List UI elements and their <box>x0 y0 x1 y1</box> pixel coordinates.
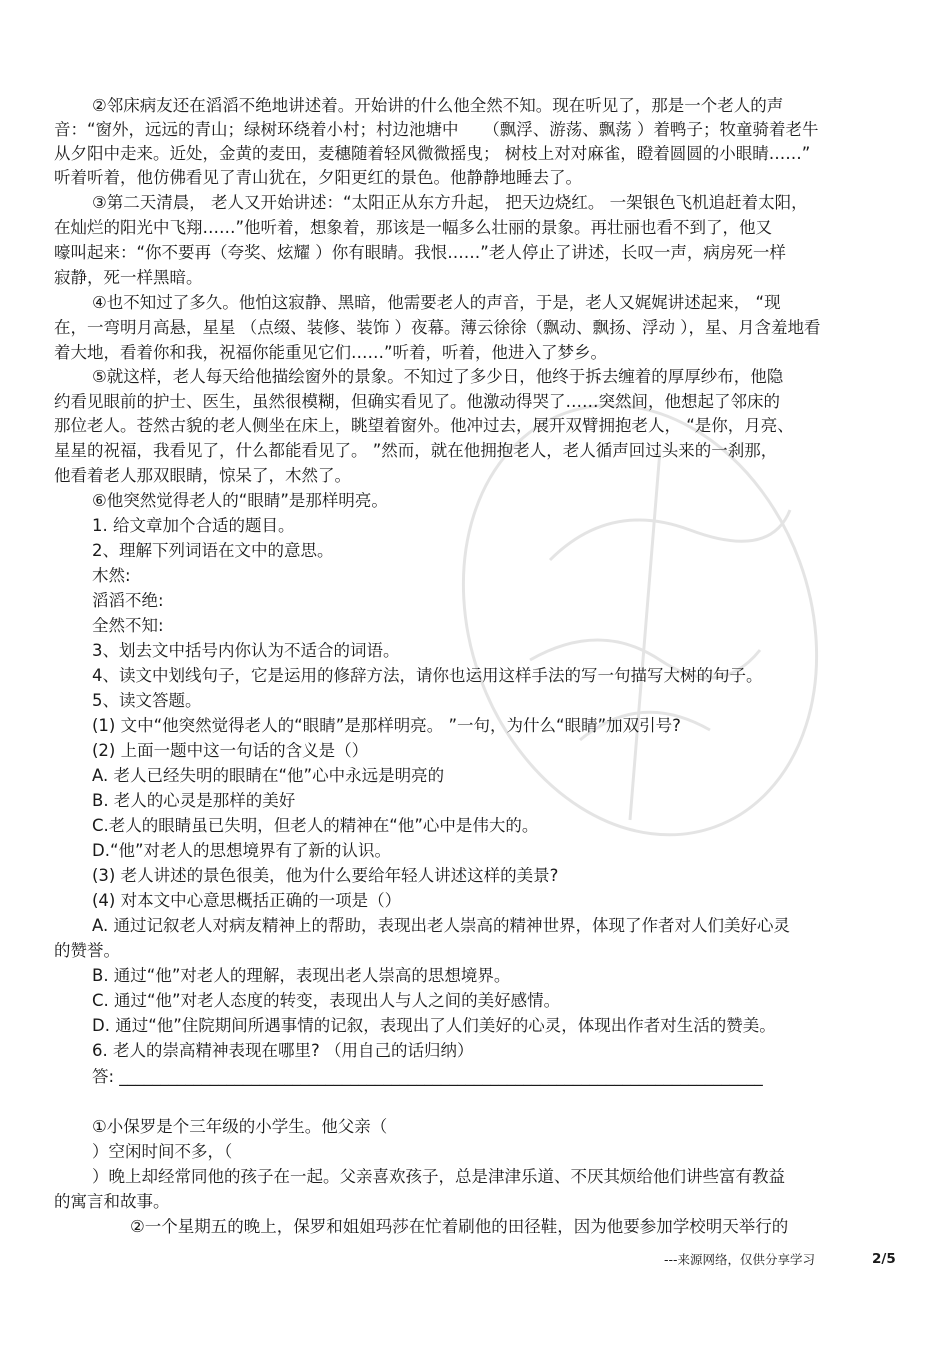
text-line: 的寓言和故事。 <box>54 1192 170 1211</box>
text-line: ）晚上却经常同他的孩子在一起。父亲喜欢孩子，总是津津乐道、不厌其烦给他们讲些富有教益 <box>92 1167 785 1186</box>
text-line: ③第二天清晨， 老人又开始讲述：“太阳正从东方升起， 把天边烧红。 一架银色飞机追赶着太阳， <box>92 193 808 212</box>
text-line: 他看着老人那双眼睛，惊呆了，木然了。 <box>54 466 351 485</box>
question-2: 2、理解下列词语在文中的意思。 <box>92 541 334 560</box>
option: B. 通过“他”对老人的理解，表现出老人崇高的思想境界。 <box>92 966 511 985</box>
option: C. 通过“他”对老人态度的转变，表现出人与人之间的美好感情。 <box>92 991 561 1010</box>
question-5: 5、读文答题。 <box>92 691 202 710</box>
sub-question: (1) 文中“他突然觉得老人的“眼睛”是那样明亮。 ”一句，为什么“眼睛”加双引号? <box>92 716 681 735</box>
text-line: 在，一弯明月高悬，星星 （点缀、装修、装饰 ）夜幕。薄云徐徐（飘动、飘扬、浮动 ），星、月含羞地看 <box>54 318 821 337</box>
text-line: 着大地，看着你和我，祝福你能重见它们……”听着，听着，他进入了梦乡。 <box>54 343 608 362</box>
option: A. 老人已经失明的眼睛在“他”心中永远是明亮的 <box>92 766 445 785</box>
text-line: ④也不知过了多久。他怕这寂静、黑暗，他需要老人的声音，于是，老人又娓娓讲述起来， “现 <box>92 293 781 312</box>
sub-question: (3) 老人讲述的景色很美，他为什么要给年轻人讲述这样的美景? <box>92 866 559 885</box>
sub-question: (4) 对本文中心意思概括正确的一项是（） <box>92 891 402 910</box>
answer-label: 滔滔不绝: <box>92 591 164 610</box>
option: C.老人的眼睛虽已失明，但老人的精神在“他”心中是伟大的。 <box>92 816 539 835</box>
text-line: ②邻床病友还在滔滔不绝地讲述着。开始讲的什么他全然不知。现在听见了，那是一个老人的声 <box>92 96 784 115</box>
option: A. 通过记叙老人对病友精神上的帮助，表现出老人崇高的精神世界，体现了作者对人们美好心灵 <box>92 916 790 935</box>
sub-question: (2) 上面一题中这一句话的含义是（） <box>92 741 369 760</box>
option: 的赞誉。 <box>54 941 120 960</box>
text-line: 寂静，死一样黑暗。 <box>54 268 203 287</box>
footer-source: ---来源网络，仅供分享学习 <box>664 1252 816 1267</box>
text-line: ⑤就这样，老人每天给他描绘窗外的景象。不知过了多少日，他终于拆去缠着的厚厚纱布，他隐 <box>92 367 784 386</box>
text-line: ①小保罗是个三年级的小学生。他父亲（ <box>92 1117 388 1136</box>
text-line: ⑥他突然觉得老人的“眼睛”是那样明亮。 <box>92 491 388 510</box>
question-4: 4、读文中划线句子，它是运用的修辞方法，请你也运用这样手法的写一句描写大树的句子。 <box>92 666 763 685</box>
text-line: 听着听着，他仿佛看见了青山犹在，夕阳更红的景色。他静静地睡去了。 <box>54 168 582 187</box>
text-line: 那位老人。苍然古貌的老人侧坐在床上，眺望着窗外。他冲过去，展开双臂拥抱老人， “是你，月亮、 <box>54 416 794 435</box>
page-number: 2/5 <box>872 1251 896 1267</box>
option: D. 通过“他”住院期间所遇事情的记叙，表现出了人们美好的心灵，体现出作者对生活的赞美。 <box>92 1016 776 1035</box>
text-line: 嚎叫起来：“你不要再（夸奖、炫耀 ）你有眼睛。我恨……”老人停止了讲述，长叹一声，病房死一样 <box>54 243 786 262</box>
text-line: ②一个星期五的晚上，保罗和姐姐玛莎在忙着刷他的田径鞋，因为他要参加学校明天举行的 <box>130 1217 789 1236</box>
question-6: 6. 老人的崇高精神表现在哪里? （用自己的话归纳） <box>92 1041 474 1060</box>
text-line: 约看见眼前的护士、医生，虽然很模糊，但确实看见了。他激动得哭了……突然间，他想起了邻床的 <box>54 392 780 411</box>
text-line: 从夕阳中走来。近处，金黄的麦田，麦穗随着轻风微微摇曳； 树枝上对对麻雀，瞪着圆圆的小眼睛……” <box>54 144 811 163</box>
option: D.“他”对老人的思想境界有了新的认识。 <box>92 841 392 860</box>
question-1: 1. 给文章加个合适的题目。 <box>92 516 295 535</box>
text-line: 音：“窗外，远远的青山；绿树环绕着小村；村边池塘中 （飘浮、游荡、飘荡 ）着鸭子；牧童骑着老牛 <box>54 120 819 139</box>
text-line: 在灿烂的阳光中飞翔……”他听着，想象着，那该是一幅多么壮丽的景象。再壮丽也看不到了，他又 <box>54 218 773 237</box>
text-line: 星星的祝福，我看见了，什么都能看见了。 ”然而，就在他拥抱老人，老人循声回过头来的一刹那， <box>54 441 778 460</box>
question-3: 3、划去文中括号内你认为不适合的词语。 <box>92 641 400 660</box>
text-line: ）空闲时间不多，（ <box>92 1142 233 1161</box>
answer-label: 木然: <box>92 566 131 585</box>
option: B. 老人的心灵是那样的美好 <box>92 791 296 810</box>
answer-label: 全然不知: <box>92 616 164 635</box>
answer-line: 答: ______________________________________________________________________________ <box>92 1067 763 1086</box>
